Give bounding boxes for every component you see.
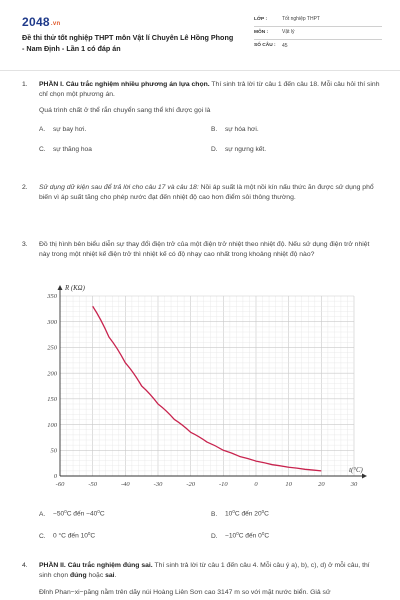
question-preamble: Sử dụng dữ kiện sau để trả lời cho câu 17 và câu 18:	[39, 184, 199, 191]
answer-text: C	[90, 532, 96, 540]
meta-row-subject	[254, 27, 382, 40]
answer-text: C đến 20	[234, 510, 262, 518]
answer-letter: B.	[211, 510, 218, 518]
y-tick-label: 200	[47, 370, 57, 378]
answer-text: 0 °C đến 10	[53, 532, 88, 540]
y-tick-label: 300	[47, 318, 57, 326]
x-tick-label: 0	[254, 481, 258, 488]
question-body	[39, 80, 382, 100]
emphasis-false: sai	[105, 571, 115, 579]
question-text: Quá trình chất ở thể rắn chuyển sang thể khí được gọi là	[39, 106, 211, 114]
x-tick-label: 20	[318, 481, 325, 488]
x-tick-label: -30	[153, 481, 163, 488]
meta-value: 45	[282, 42, 288, 49]
answer-sup: 0	[97, 509, 100, 514]
question-text: Đỉnh Phan−xi−păng nằm trên dãy núi Hoàng Liên Sơn cao 3147 m so với mặt nước biển. Giả sử	[39, 588, 331, 596]
answer-text: sự thăng hoa	[53, 145, 92, 153]
answer-sup: 0	[261, 531, 265, 536]
x-tick-label: -60	[55, 481, 65, 488]
meta-row-count	[254, 40, 382, 53]
answer-option-b[interactable]	[211, 509, 269, 519]
answer-text: sự bay hơi.	[53, 125, 87, 133]
question-number: 2.	[22, 184, 28, 191]
answer-text: C đến 0	[238, 532, 262, 540]
answer-text: C	[264, 510, 269, 518]
section-heading: PHẦN II. Câu trắc nghiệm đúng sai.	[39, 562, 153, 569]
answer-letter: A.	[39, 125, 46, 133]
question-3	[22, 240, 382, 260]
x-tick-label: 10	[285, 481, 292, 488]
logo-text: 2048	[22, 15, 50, 29]
answer-sup: 0	[87, 531, 91, 536]
question-number: 3.	[22, 241, 28, 248]
answer-letter: B.	[211, 125, 218, 133]
meta-label: MÔN :	[254, 29, 269, 35]
answer-option-d[interactable]	[211, 145, 266, 155]
y-tick-label: 350	[47, 293, 57, 301]
question-number: 1.	[22, 81, 28, 88]
meta-value: Vật lý	[282, 29, 295, 36]
x-tick-label: -10	[218, 481, 228, 488]
section-intro: .	[114, 571, 117, 579]
answer-option-a[interactable]	[39, 509, 105, 519]
answer-options	[39, 509, 382, 543]
answer-letter: C.	[39, 145, 46, 153]
meta-label: LỚP :	[254, 16, 268, 22]
answer-text: −50	[53, 510, 65, 518]
x-axis-label: t(°C)	[349, 467, 363, 474]
question-number: 4.	[22, 562, 28, 569]
meta-label: SỐ CÂU :	[254, 43, 276, 49]
y-tick-label: 150	[47, 396, 57, 404]
question-text: Nồi áp suất là một nồi kín nấu thức ăn được sử dụng phổ biến vì áp suất tăng cho phép nước đạt đến nhiệt độ cao hơn điểm sôi thông thường.	[39, 184, 374, 201]
x-tick-label: -40	[120, 481, 130, 488]
answer-option-c[interactable]	[39, 531, 95, 541]
answer-letter: A.	[39, 510, 46, 518]
logo-suffix: .vn	[50, 21, 61, 27]
answer-text: C	[99, 510, 105, 518]
question-body	[39, 561, 382, 581]
question-1	[22, 80, 382, 159]
y-tick-label: 250	[47, 344, 57, 352]
answer-text: sự hóa hơi.	[225, 125, 259, 133]
emphasis-true: đúng	[69, 571, 87, 579]
y-tick-label: 50	[50, 447, 57, 455]
answer-text: sự ngưng kết.	[225, 145, 267, 153]
chart-svg	[36, 280, 368, 498]
y-axis-label: R (KΩ)	[65, 285, 85, 292]
x-tick-label: -20	[186, 481, 196, 488]
x-axis-arrow	[362, 474, 367, 479]
answer-text: −10	[225, 532, 237, 540]
answer-sup: 0	[236, 531, 239, 536]
answer-options	[39, 125, 382, 159]
question-text: Đồ thị hình bên biểu diễn sự thay đổi điện trở của một điện trở nhiệt theo nhiệt độ. Nếu sử dụng điện trở nhiệt này trong một nhiệt kế điện trở thì nhiệt kế có độ nhạy cao nhất trong khoảng nhiệt độ nào?	[39, 241, 370, 258]
meta-value: Tốt nghiệp THPT	[282, 16, 320, 23]
section-intro: Thí sinh trả lời từ câu 1 đến câu 18. Mỗi câu hỏi thí sinh chỉ chọn một phương án.	[39, 81, 380, 98]
answer-sup: 0	[261, 509, 265, 514]
answer-text: C đến −40	[66, 510, 98, 518]
x-tick-label: 30	[350, 481, 358, 488]
question-2	[22, 183, 382, 203]
meta-row-class	[254, 14, 382, 27]
answer-text: C	[264, 532, 270, 540]
section-intro: hoặc	[86, 571, 106, 579]
answer-sup: 0	[232, 509, 235, 514]
section-intro: Thí sinh trả lời từ câu 1 đến câu 4. Mỗi câu ý a), b), c), d) ở mỗi câu, thí sinh chọn	[39, 562, 370, 579]
section-heading: PHẦN I. Câu trắc nghiệm nhiều phương án lựa chọn.	[39, 81, 210, 88]
exam-title: Đề thi thử tốt nghiệp THPT môn Vật lí Chuyên Lê Hồng Phong - Nam Định - Lần 1 có đáp án	[22, 33, 234, 53]
header-divider	[0, 70, 400, 71]
y-tick-label: 0	[53, 473, 57, 481]
header	[22, 14, 382, 64]
answer-sup: 0	[64, 509, 67, 514]
question-body	[39, 183, 382, 203]
exam-meta	[254, 14, 382, 53]
y-tick-label: 100	[47, 421, 57, 429]
question-3-answers	[22, 509, 382, 543]
answer-text: 10	[225, 510, 233, 518]
answer-letter: D.	[211, 145, 218, 153]
site-logo[interactable]	[22, 14, 60, 31]
answer-option-c[interactable]	[39, 145, 92, 155]
resistance-temperature-chart	[36, 280, 368, 498]
answer-option-a[interactable]	[39, 125, 86, 135]
x-tick-label: -50	[88, 481, 98, 488]
answer-letter: C.	[39, 532, 46, 540]
answer-option-b[interactable]	[211, 125, 259, 135]
answer-letter: D.	[211, 532, 218, 540]
question-4	[22, 561, 382, 598]
y-axis-arrow	[58, 285, 63, 290]
answer-option-d[interactable]	[211, 531, 269, 541]
